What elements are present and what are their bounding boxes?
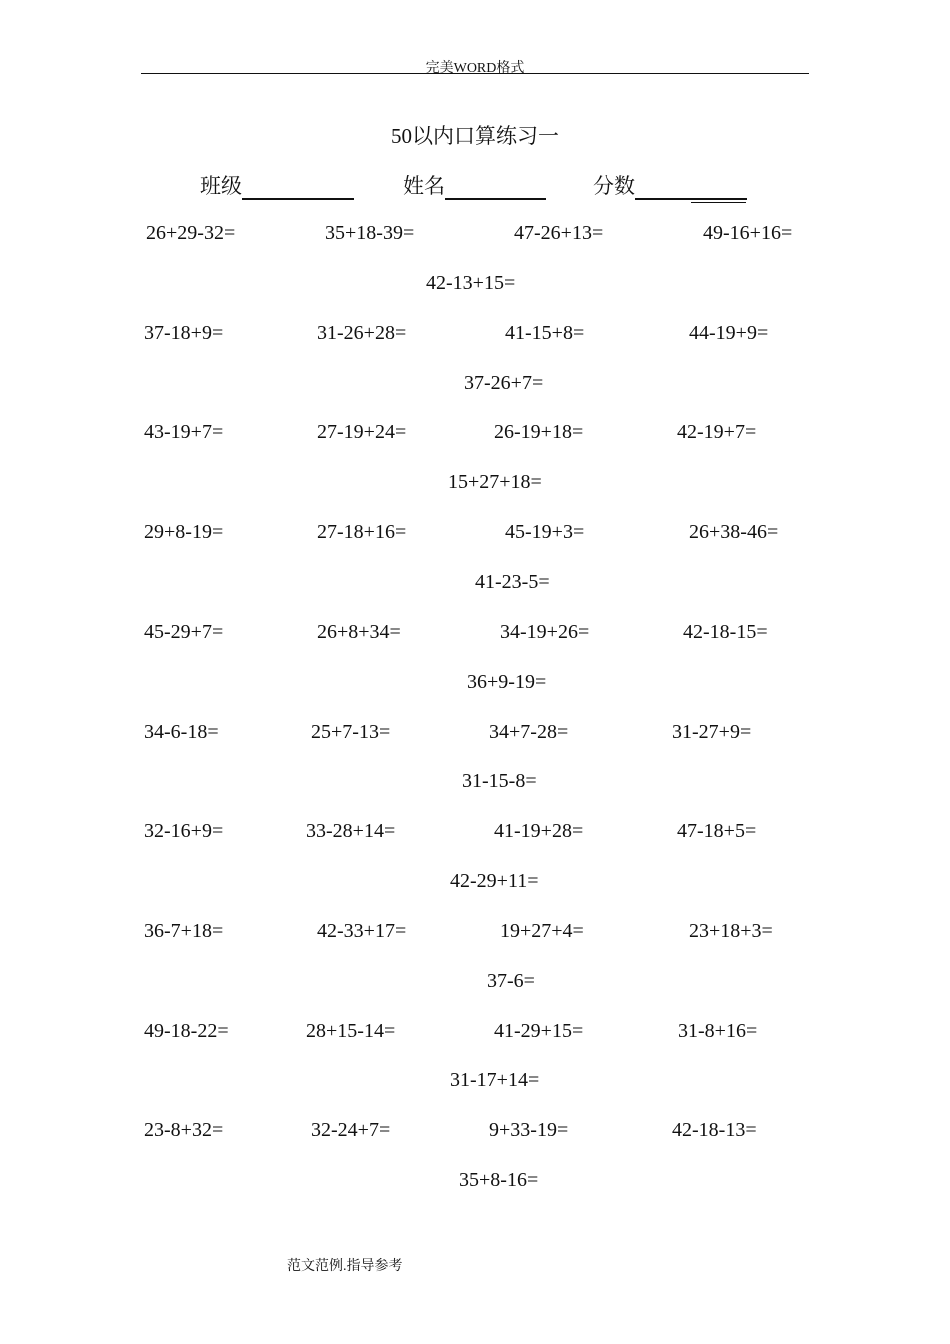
math-problem: 42-13+15= — [426, 272, 516, 294]
score-blank — [635, 172, 747, 200]
math-problem: 41-29+15= — [494, 1020, 584, 1042]
math-problem: 41-15+8= — [505, 322, 585, 344]
math-problem: 26-19+18= — [494, 421, 584, 443]
score-label: 分数 — [593, 174, 635, 198]
math-problem: 41-23-5= — [475, 571, 550, 593]
score-field — [593, 170, 747, 200]
math-problem: 45-19+3= — [505, 521, 585, 543]
math-problem: 31-17+14= — [450, 1069, 540, 1091]
math-problem: 35+18-39= — [325, 222, 415, 244]
math-problem: 42-18-13= — [672, 1119, 757, 1141]
worksheet-title: 50以内口算练习一 — [391, 124, 559, 148]
math-problem: 43-19+7= — [144, 421, 224, 443]
math-problem: 25+7-13= — [311, 721, 391, 743]
math-problem: 44-19+9= — [689, 322, 769, 344]
math-problem: 47-26+13= — [514, 222, 604, 244]
math-problem: 37-6= — [487, 970, 535, 992]
math-problem: 29+8-19= — [144, 521, 224, 543]
math-problem: 26+29-32= — [146, 222, 236, 244]
math-problem: 49-18-22= — [144, 1020, 229, 1042]
math-problem: 19+27+4= — [500, 920, 584, 942]
math-problem: 26+8+34= — [317, 621, 401, 643]
math-problem: 31-8+16= — [678, 1020, 758, 1042]
math-problem: 35+8-16= — [459, 1169, 539, 1191]
math-problem: 32-24+7= — [311, 1119, 391, 1141]
math-problem: 33-28+14= — [306, 820, 396, 842]
name-label: 姓名 — [403, 174, 445, 198]
math-problem: 47-18+5= — [677, 820, 757, 842]
math-problem: 26+38-46= — [689, 521, 779, 543]
math-problem: 15+27+18= — [448, 471, 542, 493]
math-problem: 32-16+9= — [144, 820, 224, 842]
name-blank — [445, 172, 546, 200]
math-problem: 31-15-8= — [462, 770, 537, 792]
math-problem: 42-33+17= — [317, 920, 407, 942]
math-problem: 23-8+32= — [144, 1119, 224, 1141]
class-field — [200, 170, 354, 200]
math-problem: 37-18+9= — [144, 322, 224, 344]
class-blank — [242, 172, 354, 200]
math-problem: 37-26+7= — [464, 372, 544, 394]
page-header-text: 完美WORD格式 — [425, 61, 525, 76]
math-problem: 27-19+24= — [317, 421, 407, 443]
header-rule — [141, 73, 809, 74]
math-problem: 34+7-28= — [489, 721, 569, 743]
name-field — [403, 170, 546, 200]
math-problem: 49-16+16= — [703, 222, 793, 244]
math-problem: 34-19+26= — [500, 621, 590, 643]
math-problem: 36-7+18= — [144, 920, 224, 942]
class-label: 班级 — [200, 174, 242, 198]
math-problem: 45-29+7= — [144, 621, 224, 643]
math-problem: 9+33-19= — [489, 1119, 569, 1141]
math-problem: 27-18+16= — [317, 521, 407, 543]
math-problem: 28+15-14= — [306, 1020, 396, 1042]
math-problem: 23+18+3= — [689, 920, 773, 942]
math-problem: 31-27+9= — [672, 721, 752, 743]
math-problem: 34-6-18= — [144, 721, 219, 743]
page-footer-text: 范文范例.指导参考 — [287, 1259, 403, 1274]
math-problem: 42-18-15= — [683, 621, 768, 643]
math-problem: 31-26+28= — [317, 322, 407, 344]
math-problem: 41-19+28= — [494, 820, 584, 842]
math-problem: 42-29+11= — [450, 870, 539, 892]
math-problem: 36+9-19= — [467, 671, 547, 693]
math-problem: 42-19+7= — [677, 421, 757, 443]
